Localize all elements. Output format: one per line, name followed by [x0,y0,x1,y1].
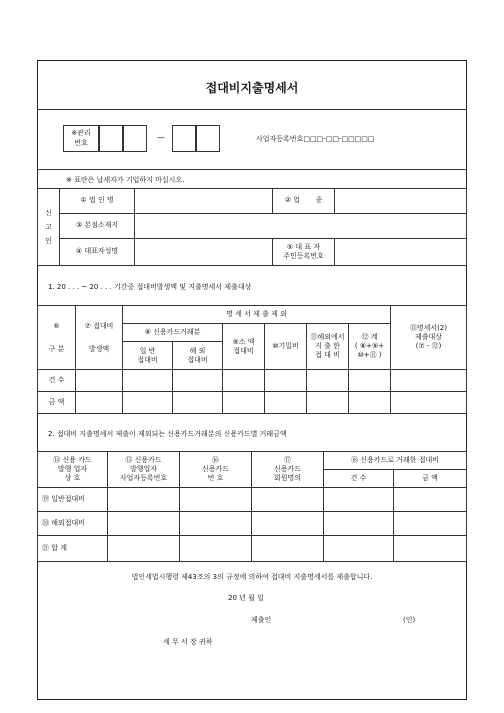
form-title: 접대비지출명세서 [205,81,299,95]
table-cell[interactable] [391,392,467,414]
card-transaction-header: ⑧ 신용카드거래분 [123,324,223,342]
general-expense-header: 일 반 접대비 [123,342,173,370]
table-cell[interactable] [180,488,252,512]
table-cell[interactable] [123,392,173,414]
card-amount-header: 금 액 [394,470,467,488]
issuer-bizno-header: ⑮ 신용카드 발행업자 사업자등록번호 [108,452,180,488]
table-cell[interactable] [265,392,307,414]
table-cell[interactable] [108,512,180,536]
table-cell[interactable] [173,392,223,414]
card-holder-header: ⑰ 신용카드 회원명의 [252,452,324,488]
corp-name-field[interactable] [135,189,273,214]
table-cell[interactable] [252,536,324,562]
seal-mark: (인) [403,616,416,624]
table-cell[interactable] [394,488,467,512]
industry-label: ② 업 종 [273,189,335,214]
overseas-spent-header: ⑪해외에서 지 출 한 접 대 비 [307,324,349,370]
tax-office-addressee: 세 무 서 장 귀하 [163,638,213,646]
table-cell[interactable] [252,512,324,536]
rep-name-field[interactable] [135,238,273,265]
expense-table [37,305,467,414]
table-cell[interactable] [180,512,252,536]
table-cell[interactable] [394,512,467,536]
table-cell[interactable] [324,488,394,512]
overseas-expense-header: 해 외 접대비 [173,342,223,370]
excluded-header: 명 세 서 제 출 제 외 [123,306,391,324]
submission-target-header: ⑬명세서(2) 제출대상 (⑦ - ⑫) [391,306,467,370]
subtotal-header: ⑫ 계 ( ⑧+⑨+ ⑩+⑪ ) [349,324,391,370]
category-header: ⑥ 구 분 [38,306,76,370]
section-1-heading: 1. 20 . . . ~ 20 . . . 기간중 접대비발생액 및 지출명세서 제출대상 [48,283,252,291]
confidential-expense-header: ⑩기밀비 [265,324,307,370]
table-cell[interactable] [173,370,223,392]
row-count-label: 건 수 [38,370,76,392]
table-cell[interactable] [108,488,180,512]
submission-date: 20 년 월 일 [228,594,264,602]
table-cell[interactable] [349,370,391,392]
table-cell[interactable] [252,488,324,512]
table-cell[interactable] [123,370,173,392]
table-cell[interactable] [307,392,349,414]
table-cell[interactable] [223,392,265,414]
table-cell[interactable] [349,392,391,414]
table-cell[interactable] [265,370,307,392]
mgmt-label-2: 번호 [74,139,88,147]
address-field[interactable] [135,213,467,238]
corp-name-label: ① 법 인 명 [60,189,135,214]
business-reg-number: 사업자등록번호□□□-□□-□□□□□ [256,135,375,143]
mgmt-cell[interactable] [196,125,220,152]
table-cell[interactable] [324,536,394,562]
section-2-heading: 2. 접대비 지출명세서 제출이 제외되는 신용카드거래분의 신용카드별 거래금액 [48,430,287,438]
mgmt-cell[interactable] [99,125,123,152]
row-amount-label: 금 액 [38,392,76,414]
table-cell[interactable] [223,370,265,392]
mgmt-cell[interactable] [172,125,196,152]
legal-statement: 법인세법시행령 제43조의 3의 규정에 의하여 접대비 지출명세서를 제출합니다. [131,573,373,581]
divider [38,109,466,110]
table-cell[interactable] [108,536,180,562]
card-table [37,451,467,562]
overseas-expense-row-label: ⑳ 해외접대비 [38,512,108,536]
table-cell[interactable] [307,370,349,392]
rep-name-label: ④ 대표자성명 [60,238,135,265]
form-frame [37,60,467,700]
mgmt-label-1: ※관리 [71,129,91,137]
card-count-header: 건 수 [324,470,394,488]
rrn-field[interactable] [335,238,467,265]
notice-text: ※ 표란은 납세자가 기입하지 마십시오. [66,176,185,184]
general-expense-row-label: ⑲ 일반접대비 [38,488,108,512]
table-cell[interactable] [180,536,252,562]
card-number-header: ⑯ 신용카드 번 호 [180,452,252,488]
expense-amount-header: ⑦ 접대비 발생액 [76,306,123,370]
divider [38,169,466,170]
address-label: ③ 본점소재지 [60,213,135,238]
rrn-label: ⑤ 대 표 자 주민등록번호 [273,238,335,265]
filer-side-label: 신 고 인 [38,189,60,266]
table-cell[interactable] [394,536,467,562]
card-expense-header: ⑱ 신용카드로 거래한 접대비 [324,452,467,470]
table-cell[interactable] [76,392,123,414]
submitter-label: 제출인 [251,616,272,624]
table-cell[interactable] [76,370,123,392]
mgmt-cell[interactable] [123,125,147,152]
total-row-label: ㉑ 합 계 [38,536,108,562]
mgmt-dash: — [157,133,165,142]
industry-field[interactable] [335,189,467,214]
card-issuer-header: ⑭ 신용 카드 발행 업자 상 호 [38,452,108,488]
small-expense-header: ⑨소 액 접대비 [223,324,265,370]
table-cell[interactable] [324,512,394,536]
table-cell[interactable] [391,370,467,392]
filer-table [37,188,467,266]
mgmt-label-box [63,125,99,152]
